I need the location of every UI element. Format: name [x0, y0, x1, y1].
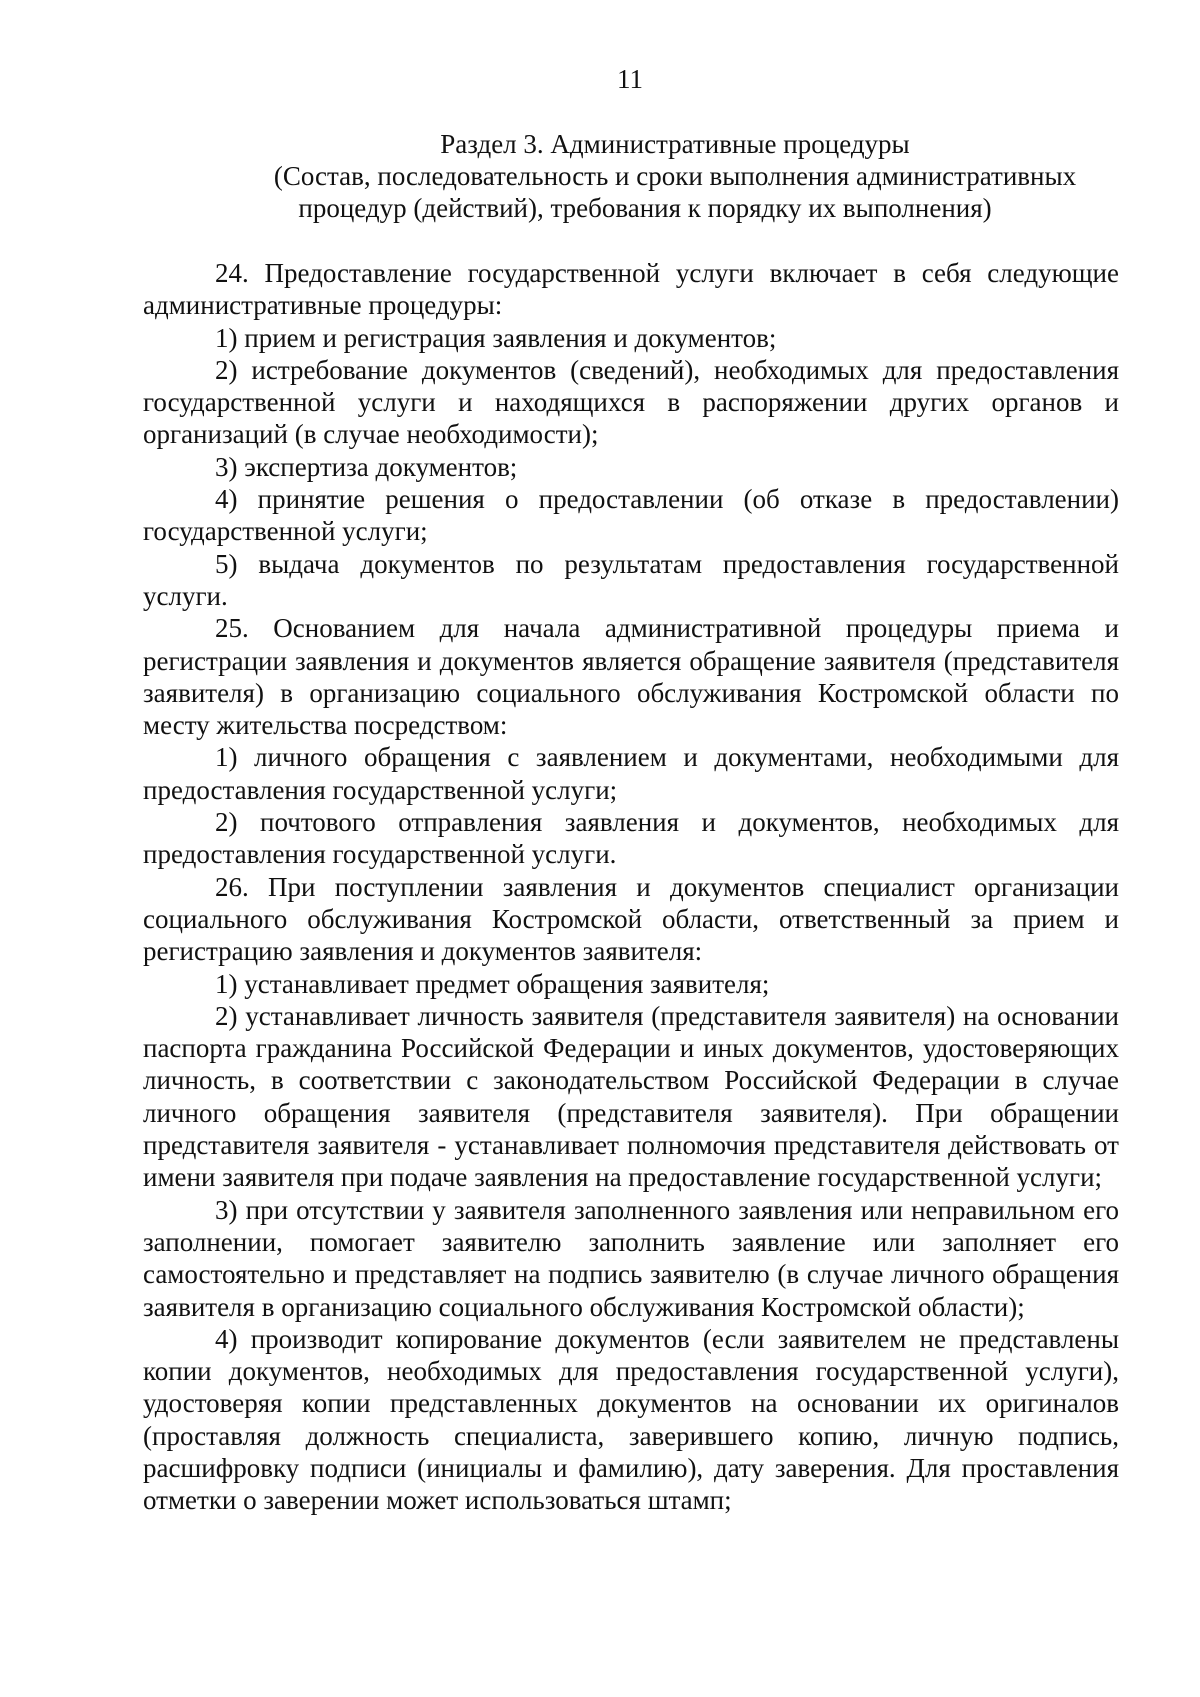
- paragraph-25: 25. Основанием для начала административной процедуры приема и регистрации заявления и документов является обращение заявителя (представителя заявителя) в организацию социального обслуживания Костромской области по месту жительства посредством:: [143, 613, 1119, 741]
- paragraph-24-item-5: 5) выдача документов по результатам предоставления государственной услуги.: [143, 548, 1119, 611]
- paragraph-24-item-3: 3) экспертиза документов;: [215, 451, 518, 482]
- paragraph-24-item-4: 4) принятие решения о предоставлении (об отказе в предоставлении) государственной услуги;: [143, 484, 1119, 547]
- section-subtitle-line-1: (Состав, последовательность и сроки выполнения административных: [273, 161, 1077, 191]
- paragraph-26-item-2: 2) устанавливает личность заявителя (представителя заявителя) на основании паспорта гражданина Российской Федерации и иных документов, удостоверяющих личность, в соответствии с законодательством Российской Федерации в случае личного обращения заявителя (представителя заявителя). При обращении представителя заявителя - устанавливает полномочия представителя действовать от имени заявителя при подаче заявления на предоставление государственной услуги;: [143, 1000, 1119, 1193]
- paragraph-26-item-1: 1) устанавливает предмет обращения заявителя;: [215, 968, 770, 999]
- paragraph-25-item-2: 2) почтового отправления заявления и документов, необходимых для предоставления государственной услуги.: [143, 807, 1119, 870]
- paragraph-24: 24. Предоставление государственной услуги включает в себя следующие административные процедуры:: [143, 258, 1119, 321]
- page-number: 11: [617, 64, 643, 94]
- section-subtitle-line-2: процедур (действий), требования к порядку их выполнения): [298, 193, 992, 223]
- paragraph-26-item-4: 4) производит копирование документов (если заявителем не представлены копии документов, необходимых для предоставления государственной услуги), удостоверяя копии представленных документов на основании их оригиналов (проставляя должность специалиста, заверившего копию, личную подпись, расшифровку подписи (инициалы и фамилию), дату заверения. Для проставления отметки о заверении может использоваться штамп;: [143, 1323, 1119, 1516]
- paragraph-24-item-2: 2) истребование документов (сведений), необходимых для предоставления государственной услуги и находящихся в распоряжении других органов и организаций (в случае необходимости);: [143, 354, 1119, 450]
- paragraph-26-item-3: 3) при отсутствии у заявителя заполненного заявления или неправильном его заполнении, помогает заявителю заполнить заявление или заполняет его самостоятельно и представляет на подпись заявителю (в случае личного обращения заявителя в организацию социального обслуживания Костромской области);: [143, 1194, 1119, 1322]
- paragraph-24-item-1: 1) прием и регистрация заявления и документов;: [215, 322, 777, 353]
- paragraph-25-item-1: 1) личного обращения с заявлением и документами, необходимыми для предоставления государственной услуги;: [143, 742, 1119, 805]
- section-title: Раздел 3. Административные процедуры: [440, 129, 910, 159]
- section-heading: [0, 128, 1200, 224]
- paragraph-26: 26. При поступлении заявления и документов специалист организации социального обслуживания Костромской области, ответственный за прием и регистрацию заявления и документов заявителя:: [143, 871, 1119, 967]
- document-body: [143, 257, 1119, 1517]
